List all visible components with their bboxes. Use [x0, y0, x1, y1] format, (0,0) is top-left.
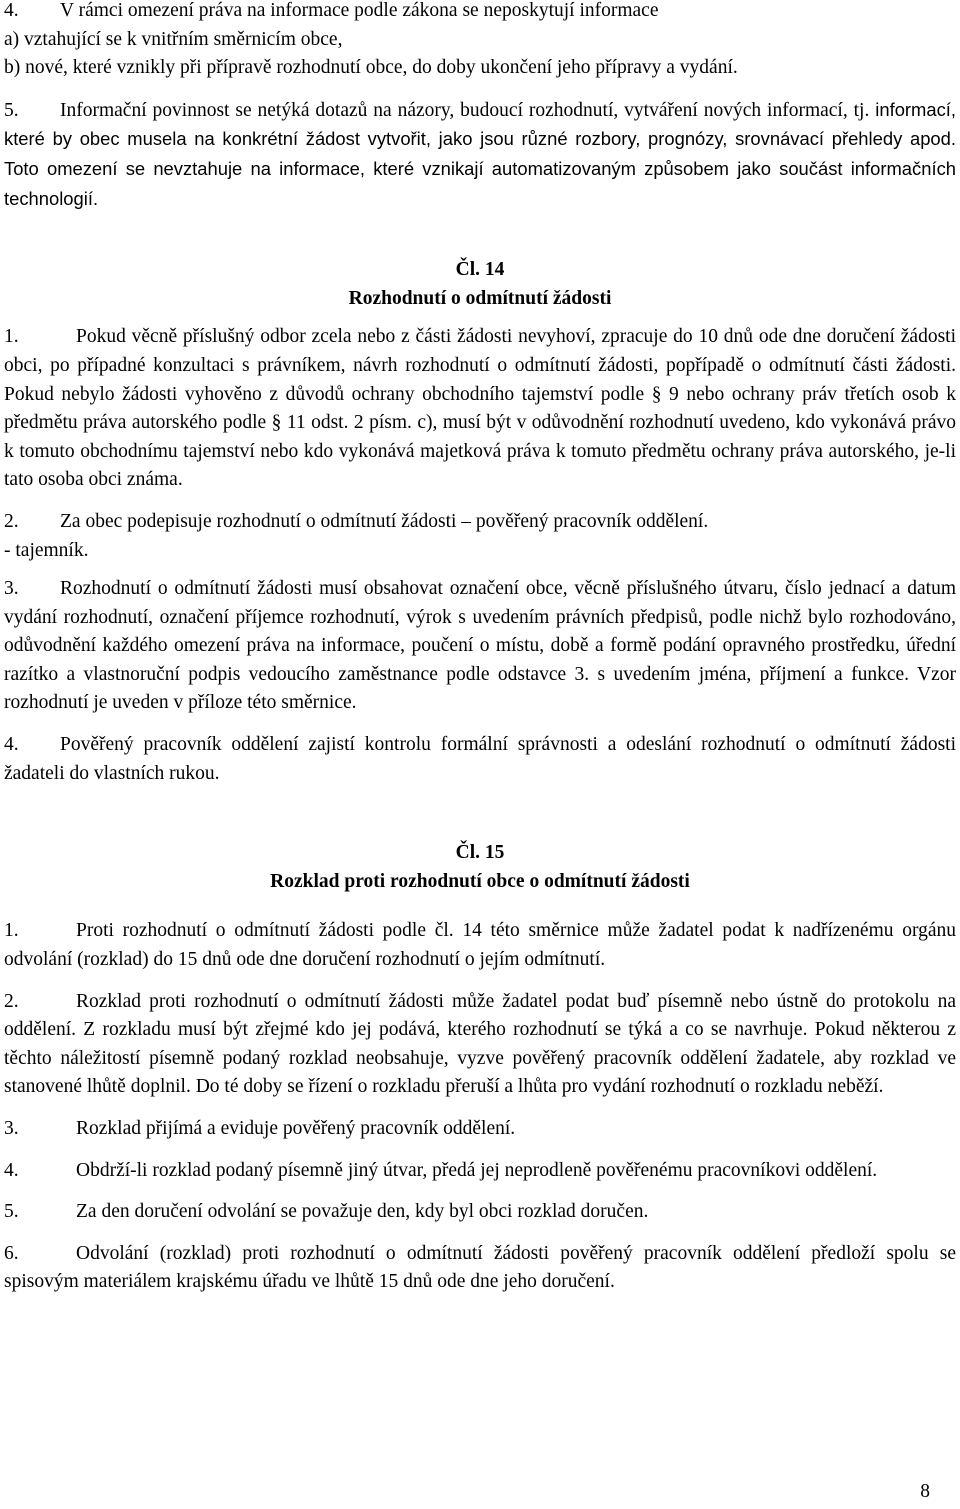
paragraph-number: 4. — [4, 0, 19, 21]
section-4-item-b: b) nové, které vznikly při přípravě rozhodnutí obce, do doby ukončení jeho přípravy a vydání. — [4, 57, 738, 79]
paragraph-number: 3. — [4, 578, 19, 600]
article-14-paragraph-2-extra: - tajemník. — [4, 539, 89, 561]
section-4-intro — [4, 0, 956, 26]
article-15-paragraph-6 — [4, 1240, 956, 1297]
paragraph-text: Rozklad proti rozhodnutí o odmítnutí žádosti může žadatel podat buď písemně nebo ústně do protokolu na oddělení. Z rozkladu musí být zřejmé kdo jej podává, kterého rozhodnutí se týká a co se navrhuje. Pokud některou z těchto náležitostí písemně podaný rozklad neobsahuje, vyzve pověřený pracovník oddělení žadatele, aby rozklad ve stanovené lhůtě doplnil. Do té doby se řízení o rozkladu přeruší a lhůta pro vydání rozhodnutí o rozkladu neběží. — [4, 990, 956, 1098]
article-15-paragraph-5 — [4, 1198, 956, 1227]
paragraph-text: Odvolání (rozklad) proti rozhodnutí o odmítnutí žádosti pověřený pracovník oddělení předloží spolu se spisovým materiálem krajskému úřadu ve lhůtě 15 dnů ode dne jeho doručení. — [4, 1242, 956, 1293]
section-5-paragraph — [4, 96, 956, 214]
paragraph-number: 3. — [4, 1118, 19, 1139]
paragraph-number: 5. — [4, 99, 19, 121]
paragraph-number: 2. — [4, 990, 19, 1012]
paragraph-text: Pověřený pracovník oddělení zajistí kontrolu formální správnosti a odeslání rozhodnutí o odmítnutí žádosti žadateli do vlastních rukou. — [4, 734, 956, 784]
paragraph-number: 4. — [4, 1159, 19, 1181]
document-page — [4, 0, 956, 1297]
article-14-paragraph-2 — [4, 508, 956, 537]
article-15-paragraph-4 — [4, 1157, 956, 1186]
paragraph-text: Rozklad přijímá a eviduje pověřený pracovník oddělení. — [76, 1118, 516, 1139]
paragraph-text: Pokud věcně příslušný odbor zcela nebo z části žádosti nevyhoví, zpracuje do 10 dnů ode dne doručení žádosti obci, po případné konzultaci s právníkem, návrh rozhodnutí o odmítnutí žádosti, popřípadě o odmítnutí části žádosti. Pokud nebylo žádosti vyhověno z důvodů ochrany obchodního tajemství podle § 9 nebo ochrany práv třetích osob k předmětu práva autorského podle § 11 odst. 2 písm. c), musí být v odůvodnění rozhodnutí uvedeno, kdo vykonává právo k tomuto obchodnímu tajemství nebo kdo vykonává majetková práva k tomuto předmětu ochrany práva autorského, je-li tato osoba obci známa. — [4, 326, 956, 491]
article-14-title: Rozhodnutí o odmítnutí žádosti — [348, 287, 612, 309]
section-4-item-a: a) vztahující se k vnitřním směrnicím obce, — [4, 28, 343, 50]
paragraph-number: 6. — [4, 1242, 19, 1264]
paragraph-number: 1. — [4, 326, 19, 348]
article-14-paragraph-4 — [4, 731, 956, 788]
paragraph-text: V rámci omezení práva na informace podle zákona se neposkytují informace — [60, 0, 659, 21]
page-number: 8 — [920, 1481, 930, 1502]
paragraph-text-sans: informací, které by obec musela na konkrétní žádost vytvořit, jako jsou různé rozbory, prognózy, srovnávací přehledy apod. Toto omezení se nevztahuje na informace, které vznikají automatizovaným způsobem jako součást informačních technologií. — [4, 98, 957, 209]
article-14-number: Čl. 14 — [455, 259, 505, 281]
paragraph-text: Obdrží-li rozklad podaný písemně jiný útvar, předá jej neprodleně pověřenému pracovníkovi oddělení. — [76, 1159, 878, 1181]
article-14-paragraph-1 — [4, 323, 956, 495]
article-15-paragraph-2 — [4, 988, 956, 1102]
paragraph-text: Rozhodnutí o odmítnutí žádosti musí obsahovat označení obce, věcně příslušného útvaru, číslo jednací a datum vydání rozhodnutí, označení příjemce rozhodnutí, výrok s uvedením právních předpisů, podle nichž bylo rozhodováno, odůvodnění každého omezení práva na informace, poučení o místu, době a formě podání opravného prostředku, úřední razítko a vlastnoruční podpis vedoucího zaměstnance podle odstavce 3. s uvedením jména, příjmení a funkce. Vzor rozhodnutí je uveden v příloze této směrnice. — [4, 578, 956, 714]
paragraph-text-serif: Informační povinnost se netýká dotazů na názory, budoucí rozhodnutí, vytváření nových informací, tj. — [60, 99, 870, 121]
paragraph-text: Za obec podepisuje rozhodnutí o odmítnutí žádosti – pověřený pracovník oddělení. — [60, 510, 709, 532]
paragraph-number: 2. — [4, 510, 19, 532]
paragraph-number: 1. — [4, 920, 19, 942]
article-14-paragraph-3 — [4, 575, 956, 718]
article-15-title: Rozklad proti rozhodnutí obce o odmítnutí žádosti — [270, 870, 690, 892]
article-15-paragraph-1 — [4, 917, 956, 974]
paragraph-number: 4. — [4, 734, 19, 756]
article-15-number: Čl. 15 — [455, 842, 505, 864]
paragraph-text: Proti rozhodnutí o odmítnutí žádosti podle čl. 14 této směrnice může žadatel podat k nadřízenému orgánu odvolání (rozklad) do 15 dnů ode dne doručení rozhodnutí o jejím odmítnutí. — [4, 920, 956, 971]
article-15-paragraph-3 — [4, 1115, 956, 1144]
paragraph-text: Za den doručení odvolání se považuje den, kdy byl obci rozklad doručen. — [76, 1201, 649, 1223]
paragraph-number: 5. — [4, 1201, 19, 1223]
